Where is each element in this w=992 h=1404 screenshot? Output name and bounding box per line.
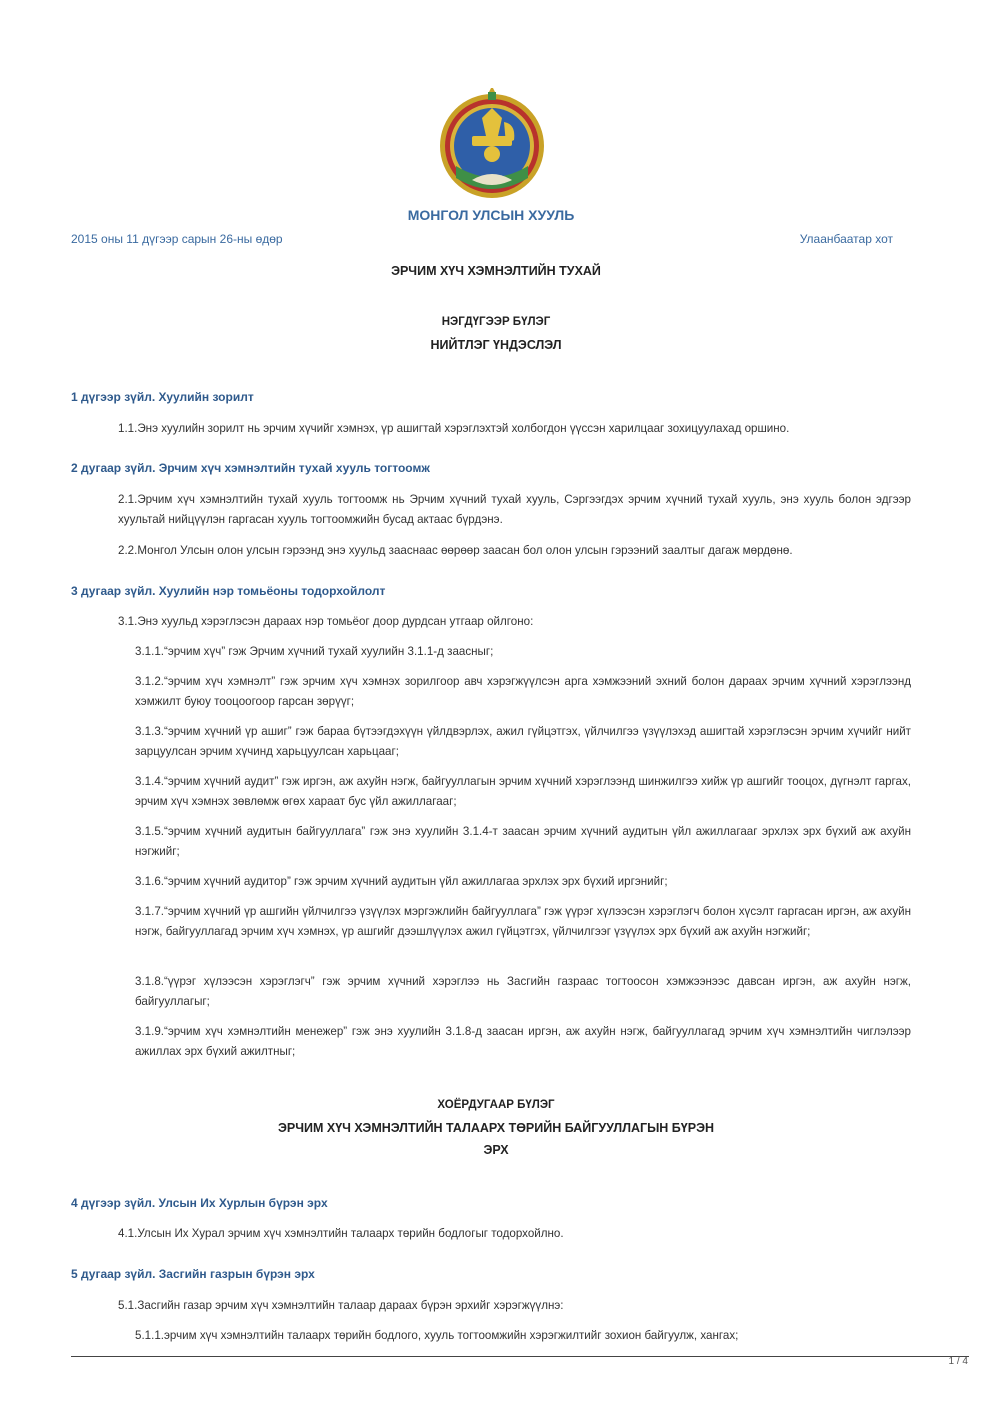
article-3-sub-4: 3.1.4.“эрчим хүчний аудит” гэж иргэн, аж ахуйн нэгж, байгууллагын эрчим хүчний хэрэглээнд шинжилгээ хийж үр ашгийг тооцох, дүгнэлт гаргах, эрчим хүч хэмнэх зөвлөмж өгөх хараат бус үйл ажиллагааг; — [135, 775, 911, 808]
chapter-2-number: ХОЁРДУГААР БҮЛЭГ — [437, 1099, 555, 1111]
article-3-sub-3: 3.1.3.“эрчим хүчний үр ашиг” гэж бараа бүтээгдэхүүн үйлдвэрлэх, ажил гүйцэтгэх, үйлчилгээ үзүүлэхэд ашигтай хэрэглэсэн эрчим хүчийг нийт зарцуулсан эрчим хүчинд харьцуулсан харьцааг; — [135, 725, 911, 758]
article-3-sub-5: 3.1.5.“эрчим хүчний аудитын байгууллага” гэж энэ хуулийн 3.1.4-т заасан эрчим хүчний аудитын үйл ажиллагааг эрхлэх эрх бүхий аж ахуйн нэгжийг; — [135, 825, 911, 858]
law-title: МОНГОЛ УЛСЫН ХУУЛЬ — [407, 207, 575, 223]
article-5-heading: 5 дугаар зүйл. Засгийн газрын бүрэн эрх — [71, 1267, 315, 1281]
page-number: 1 / 4 — [948, 1356, 968, 1367]
state-emblem-icon — [436, 88, 548, 208]
article-3-sub-2: 3.1.2.“эрчим хүч хэмнэлт” гэж эрчим хүч хэмнэх зорилгоор авч хэрэгжүүлсэн арга хэмжээний эхний болон дараах эрчим хүчний хэрэглээнд хэмжилт буюу тооцоогоор гарсан зөрүүг; — [135, 675, 911, 708]
article-3-sub-7: 3.1.7.“эрчим хүчний үр ашгийн үйлчилгээ үзүүлэх мэргэжлийн байгууллага” гэж үүрэг хүлээсэн хэрэглэгч болон хүсэлт гаргасан иргэн, аж ахуйн нэгж, байгууллагад эрчим хүч хэмнэх, үр ашгийг дээшлүүлэх ажил гүйцэтгэх, үйлчилгээг үзүүлэх эрх бүхий аж ахуйн нэгжийг; — [135, 905, 911, 938]
article-2-para-2: 2.2.Монгол Улсын олон улсын гэрээнд энэ хуульд зааснаас өөрөөр заасан бол олон улсын гэрээний заалтыг дагаж мөрдөнө. — [118, 544, 793, 557]
article-3-sub-6: 3.1.6.“эрчим хүчний аудитор” гэж эрчим хүчний аудитын үйл ажиллагаа эрхлэх эрх бүхий иргэнийг; — [135, 875, 668, 888]
chapter-2-title-line-2: ЭРХ — [483, 1143, 509, 1157]
chapter-1-number: НЭГДҮГЭЭР БҮЛЭГ — [441, 316, 551, 328]
article-3-heading: 3 дугаар зүйл. Хуулийн нэр томьёоны тодорхойлолт — [71, 584, 386, 598]
article-3-para-1: 3.1.Энэ хуульд хэрэглэсэн дараах нэр томьёог доор дурдсан утгаар ойлгоно: — [118, 615, 534, 628]
article-5-para-1: 5.1.Засгийн газар эрчим хүч хэмнэлтийн талаар дараах бүрэн эрхийг хэрэгжүүлнэ: — [118, 1299, 564, 1312]
article-3-sub-8: 3.1.8.“үүрэг хүлээсэн хэрэглэгч” гэж эрчим хүчний хэрэглээ нь Засгийн газраас тогтоосон хэмжээнээс давсан иргэн, аж ахуйн нэгж, байгууллагыг; — [135, 975, 911, 1008]
law-date: 2015 оны 11 дүгээр сарын 26-ны өдөр — [71, 232, 283, 246]
article-3-sub-1: 3.1.1.“эрчим хүч” гэж Эрчим хүчний тухай хуулийн 3.1.1-д заасныг; — [135, 645, 494, 658]
article-3-sub-9: 3.1.9.“эрчим хүч хэмнэлтийн менежер” гэж энэ хуулийн 3.1.8-д заасан иргэн, аж ахуйн нэгж, байгууллагад эрчим хүч хэмнэлтийн чиглэлээр ажиллах эрх бүхий ажилтныг; — [135, 1025, 911, 1058]
footer-rule — [71, 1356, 969, 1357]
document-title: ЭРЧИМ ХҮЧ ХЭМНЭЛТИЙН ТУХАЙ — [391, 264, 601, 278]
article-2-para-1: 2.1.Эрчим хүч хэмнэлтийн тухай хууль тогтоомж нь Эрчим хүчний тухай хууль, Сэргээгдэх эрчим хүчний тухай хууль, энэ хууль болон эдгээр хуультай нийцүүлэн гаргасан хууль тогтоомжийн бусад актаас бүрдэнэ. — [118, 493, 911, 526]
chapter-2-title-line-1: ЭРЧИМ ХҮЧ ХЭМНЭЛТИЙН ТАЛААРХ ТӨРИЙН БАЙГУУЛЛАГЫН БҮРЭН — [277, 1121, 715, 1135]
article-1-heading: 1 дүгээр зүйл. Хуулийн зорилт — [71, 390, 254, 404]
law-place: Улаанбаатар хот — [799, 232, 893, 246]
article-4-para-1: 4.1.Улсын Их Хурал эрчим хүч хэмнэлтийн талаарх төрийн бодлогыг тодорхойлно. — [118, 1227, 564, 1240]
chapter-1-title: НИЙТЛЭГ ҮНДЭСЛЭЛ — [430, 338, 562, 352]
article-5-sub-1: 5.1.1.эрчим хүч хэмнэлтийн талаарх төрийн бодлого, хууль тогтоомжийн хэрэгжилтийг зохион байгуулж, хангах; — [135, 1329, 739, 1342]
article-4-heading: 4 дүгээр зүйл. Улсын Их Хурлын бүрэн эрх — [71, 1196, 328, 1210]
article-1-para-1: 1.1.Энэ хуулийн зорилт нь эрчим хүчийг хэмнэх, үр ашигтай хэрэглэхтэй холбогдон үүссэн харилцааг зохицуулахад оршино. — [118, 422, 790, 435]
article-2-heading: 2 дугаар зүйл. Эрчим хүч хэмнэлтийн тухай хууль тогтоомж — [71, 461, 430, 475]
